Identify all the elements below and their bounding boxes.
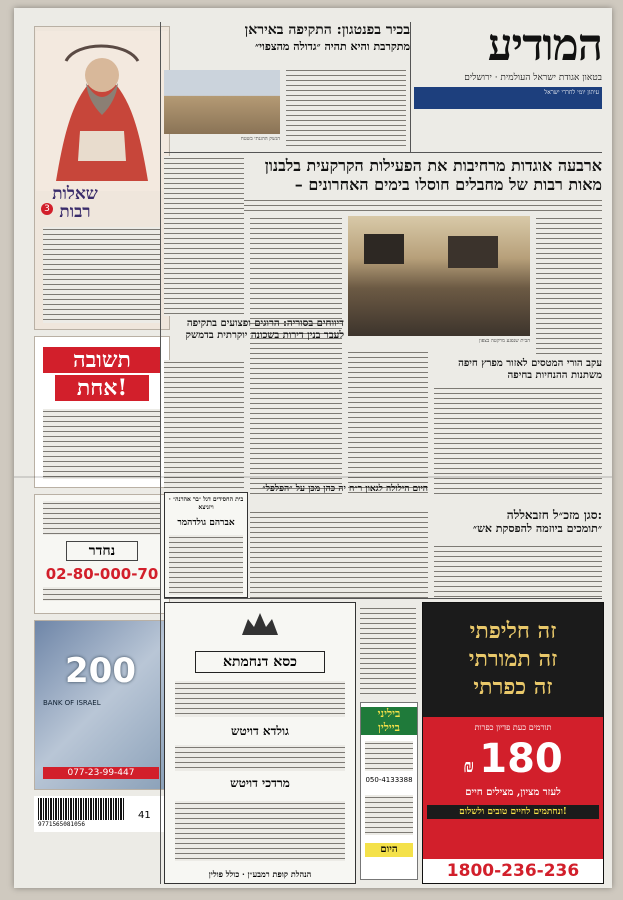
death-notice-2-text-a xyxy=(175,681,345,717)
teshuva-line-2: אחת! xyxy=(55,375,149,401)
bilini-line1: ביליני xyxy=(361,707,417,721)
kaparot-ad xyxy=(422,602,604,884)
bank-note-caption: BANK OF ISRAEL xyxy=(43,699,101,707)
building-window xyxy=(364,234,404,264)
teshuva-body-text xyxy=(43,409,161,479)
questions-badge: 3 xyxy=(41,203,53,215)
right-column-text-2 xyxy=(360,606,416,696)
teshuva-line-1: תשובה xyxy=(43,347,161,373)
bilini-footer: היום xyxy=(365,843,413,857)
kaparot-currency: ₪ xyxy=(463,756,475,777)
kaparot-amount: 180 xyxy=(479,736,563,782)
death-notice-2-name2: מרדכי דויטש xyxy=(230,776,290,790)
kaparot-amount-row xyxy=(423,737,603,781)
masthead-subtitle: בטאון אגודת ישראל העולמית · ירושלים xyxy=(464,73,602,83)
bilini-ad xyxy=(360,702,418,880)
emblem-icon xyxy=(240,609,280,637)
top-story-header xyxy=(164,22,410,53)
hezbollah-headline: סגן מזכ״ל חזבאללה: xyxy=(506,508,602,522)
bank-note-value: 200 xyxy=(65,651,136,691)
death-notice-2-footer: הנהלת קופת רמבע״ן · כולל פולין xyxy=(208,869,312,879)
hezbollah-text xyxy=(434,544,602,598)
bank-phone: 077-23-99-447 xyxy=(43,767,159,779)
death-notice-2-title: כסא דנחמתא xyxy=(195,651,325,673)
middle-column-text-b xyxy=(348,350,428,496)
kaparot-label: תורמים כעת פדיון כפרות xyxy=(474,723,552,732)
middle-column-text-a xyxy=(250,216,342,496)
death-notice-1-header: בית החסידים דגל ״בר אהרנה״ · ויזניצא xyxy=(168,496,244,511)
top-story-photo-caption: הנשק ההגנתי בשטח xyxy=(240,136,280,142)
column-rule xyxy=(410,22,411,152)
middle-story-text xyxy=(250,510,428,602)
main-story-photo xyxy=(348,216,530,336)
rabbi-illustration xyxy=(36,31,168,191)
teshuva-ad xyxy=(34,336,170,488)
top-story-subheadline: מתקרבת והיא תהיה ״גדולה מהצפוי״ xyxy=(254,40,410,53)
questions-body-text xyxy=(43,227,161,323)
horizontal-rule xyxy=(164,598,602,599)
kaparot-panel xyxy=(423,717,603,859)
haifa-headline: עקב הורי המטסים לאזור מפרץ חיפה משתנות ההנחיות בחיפה xyxy=(458,358,602,381)
kaparot-slogan2: ונחתמים לחיים טובים ולשלום! xyxy=(427,805,599,819)
death-notice-2-text-b xyxy=(175,745,345,771)
nehder-phone: 02-80-000-70 xyxy=(45,565,159,583)
main-headline-line2: – מאות רבות של מחבלים חוסלו בימים האחרונים xyxy=(294,175,602,194)
masthead-infobar: עיתון יומי לחרדי ישראל xyxy=(414,87,602,109)
kaparot-phone: 1800-236-236 xyxy=(446,861,580,881)
kaparot-phone-bar xyxy=(423,859,603,883)
syria-headline: דיווחים בסוריה: הרוגים ופצועים בתקיפה לעבר בנין דירות בשכונה יוקרתית בדמשק xyxy=(185,318,344,341)
top-story-headline: בכיר בפנטגון: התקיפה באיראן xyxy=(244,22,410,38)
nehder-brand: נחדר xyxy=(66,541,138,561)
kaparot-line2: זה תמורתי xyxy=(468,646,558,672)
death-notice-1-text xyxy=(169,535,243,595)
kaparot-line1: זה חליפתי xyxy=(469,618,557,644)
questions-ad xyxy=(34,26,170,330)
kaparot-slogan1: לעזר מציון, מצילים חיים xyxy=(465,787,561,798)
column-rule xyxy=(160,22,161,884)
death-notice-2-text-c xyxy=(175,801,345,861)
main-story-photo-caption: הבית שנפגע מרקטה בצפון xyxy=(479,338,530,344)
barcode xyxy=(38,798,124,820)
barcode-block xyxy=(34,796,168,832)
kaparot-line3: זה כפרתי xyxy=(473,674,553,700)
barcode-number: 9771565081056 xyxy=(38,821,85,828)
nehder-footer-text xyxy=(43,587,161,601)
top-story-photo xyxy=(164,70,280,134)
right-column-text-1 xyxy=(536,216,602,356)
left-center-text-top xyxy=(164,156,244,316)
newspaper-page xyxy=(14,8,612,888)
bilini-body-2 xyxy=(365,795,413,835)
bank-ad xyxy=(34,620,170,790)
death-notice-2-name: גולדא דויטש xyxy=(230,724,290,738)
masthead xyxy=(414,22,602,114)
page-number: 41 xyxy=(138,810,151,821)
nehder-ad xyxy=(34,494,170,614)
hezbollah-subheadline: ״תומכים ביוזמה להפסקת אש״ xyxy=(472,522,602,535)
syria-text xyxy=(164,360,244,490)
bilini-body xyxy=(365,741,413,771)
death-notice-1 xyxy=(164,492,248,598)
hezbollah-block xyxy=(434,508,602,535)
nehder-body-text xyxy=(43,501,161,535)
haifa-text xyxy=(434,386,602,496)
middle-story-headline: היום הילולה לגאון ר״ח יה כהן מכן על ״הפלפל״ xyxy=(262,484,428,494)
bilini-line2: ביילין xyxy=(361,721,417,735)
top-story-text-right xyxy=(286,68,406,148)
death-notice-1-name: אברהם גולדהמר xyxy=(177,518,235,528)
left-ad-column xyxy=(34,26,168,832)
horizontal-rule xyxy=(164,152,602,153)
questions-title: שאלות רבות xyxy=(52,184,98,222)
page-fold xyxy=(14,476,612,478)
main-headline-line1: ארבעה אוגדות מרחיבות את הפעילות הקרקעית בלבנון xyxy=(264,156,602,175)
masthead-title: המודיע xyxy=(487,20,602,71)
death-notice-2 xyxy=(164,602,356,884)
bilini-phone: 050-4133388 xyxy=(365,776,413,784)
building-window xyxy=(448,236,498,268)
